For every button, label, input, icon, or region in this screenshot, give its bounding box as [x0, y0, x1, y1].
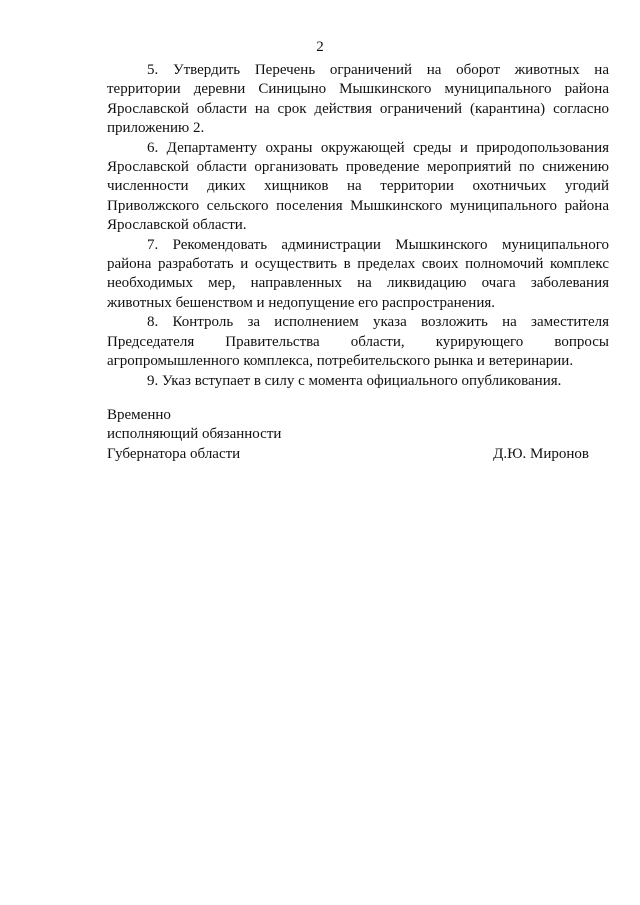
- signature-row: [107, 445, 589, 464]
- signature-position-line-1: Временно: [107, 407, 171, 423]
- signatory-name: Д.Ю. Миронов: [493, 445, 589, 462]
- page-number: 2: [316, 39, 324, 55]
- paragraph-7: 7. Рекомендовать администрации Мышкинского муниципального района разработать и осуществить в пределах своих полномочий комплекс необходимых мер, направленных на ликвидацию очага заболевания животных бешенством и недопущение его распространения.: [107, 236, 609, 311]
- paragraph-9: 9. Указ вступает в силу с момента официального опубликования.: [147, 372, 562, 389]
- paragraph-5: 5. Утвердить Перечень ограничений на оборот животных на территории деревни Синицыно Мышкинского муниципального района Ярославской области на срок действия ограничений (карантина) согласно приложению 2.: [107, 62, 609, 137]
- signature-block: [107, 406, 589, 464]
- paragraph-8: 8. Контроль за исполнением указа возложить на заместителя Председателя Правительства области, курирующего вопросы агропромышленного комплекса, потребительского рынка и ветеринарии.: [107, 314, 609, 370]
- signature-position-line-2: исполняющий обязанности: [107, 426, 282, 443]
- signature-position-line-3: Губернатора области: [107, 445, 241, 462]
- decree-body: [107, 61, 609, 391]
- paragraph-6: 6. Департаменту охраны окружающей среды и природопользования Ярославской области организовать проведение мероприятий по снижению численности диких хищников на территории охотничьих угодий Приволжского сельского поселения Мышкинского муниципального района Ярославской области.: [107, 139, 609, 234]
